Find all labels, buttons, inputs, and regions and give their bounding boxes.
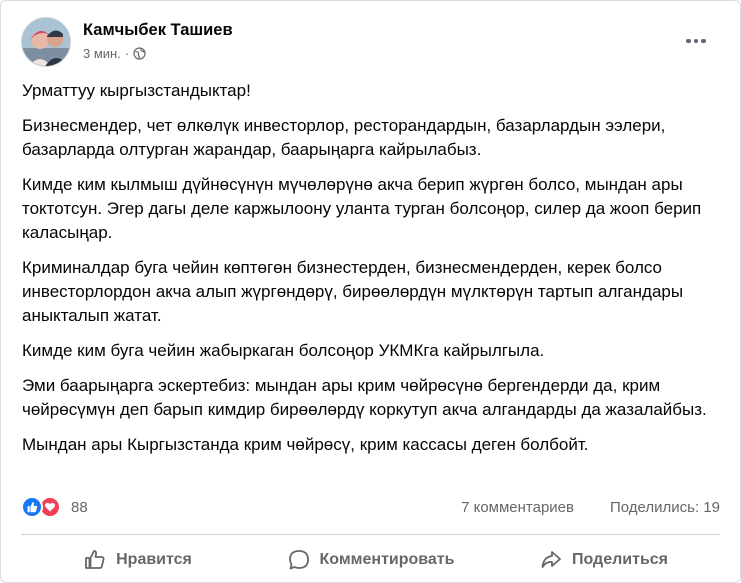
post-paragraph: Бизнесмендер, чет өлкөлүк инвесторлор, ресторандардын, базарлардын ээлери, базарларда олтурган жарандар, баарыңарга кайрылабыз. xyxy=(22,116,666,159)
post-meta xyxy=(83,46,146,61)
post-actions xyxy=(21,539,720,581)
post-paragraph: Кимде ким кылмыш дүйнөсүнүн мүчөлөрүнө акча берип жүргөн болсо, мындан ары токтотсун. Эгер дагы деле каржылоону уланта турган болсоңор, силер да жооп берип каласыңар. xyxy=(22,175,702,242)
comment-button[interactable] xyxy=(254,539,487,581)
author-name[interactable]: Камчыбек Ташиев xyxy=(83,21,233,39)
post-body xyxy=(22,79,722,468)
post-paragraph: Криминалдар буга чейин көптөгөн бизнестерден, бизнесмендерден, керек болсо инвесторлордон акча алып жүргөндөрү, бирөөлөрдүн мүлктөрүн тартып алгандары аныкталып жатат. xyxy=(22,258,684,325)
author-avatar[interactable] xyxy=(21,17,71,67)
like-icon xyxy=(21,496,43,518)
post-paragraph: Эми баарыңарга эскертебиз: мындан ары крим чөйрөсүнө бергендерди да, крим чөйрөсүмүн деп барып кимдир бирөөлөрдү коркутуп акча алгандарды да жазалайбыз. xyxy=(22,376,707,419)
share-button[interactable] xyxy=(487,539,720,581)
share-arrow-icon xyxy=(539,548,563,572)
thumbs-up-icon xyxy=(83,548,107,572)
reactions-count: 88 xyxy=(71,498,88,516)
post-header xyxy=(21,17,720,69)
globe-icon[interactable] xyxy=(133,47,146,60)
actions-divider xyxy=(21,534,720,535)
post-paragraph: Мындан ары Кыргызстанда крим чөйрөсү, крим кассасы деген болбойт. xyxy=(22,435,589,454)
avatar-photo xyxy=(22,18,71,67)
post-paragraph: Урматтуу кыргызстандыктар! xyxy=(22,81,251,100)
reactions-summary[interactable] xyxy=(21,496,88,518)
comment-bubble-icon xyxy=(287,548,311,572)
comment-button-label: Комментировать xyxy=(319,551,455,568)
shares-count-link[interactable]: Поделились: 19 xyxy=(610,499,720,516)
comments-count-link[interactable]: 7 комментариев xyxy=(461,499,574,516)
meta-separator: · xyxy=(124,46,130,61)
post-stats xyxy=(21,495,720,523)
share-button-label: Поделиться xyxy=(571,551,669,568)
like-button[interactable] xyxy=(21,539,254,581)
post-time[interactable]: 3 мин. xyxy=(83,46,121,61)
more-options-icon[interactable] xyxy=(678,27,714,55)
post-paragraph: Кимде ким буга чейин жабыркаган болсоңор УКМКга кайрылгыла. xyxy=(22,341,545,360)
like-button-label: Нравится xyxy=(116,551,192,568)
